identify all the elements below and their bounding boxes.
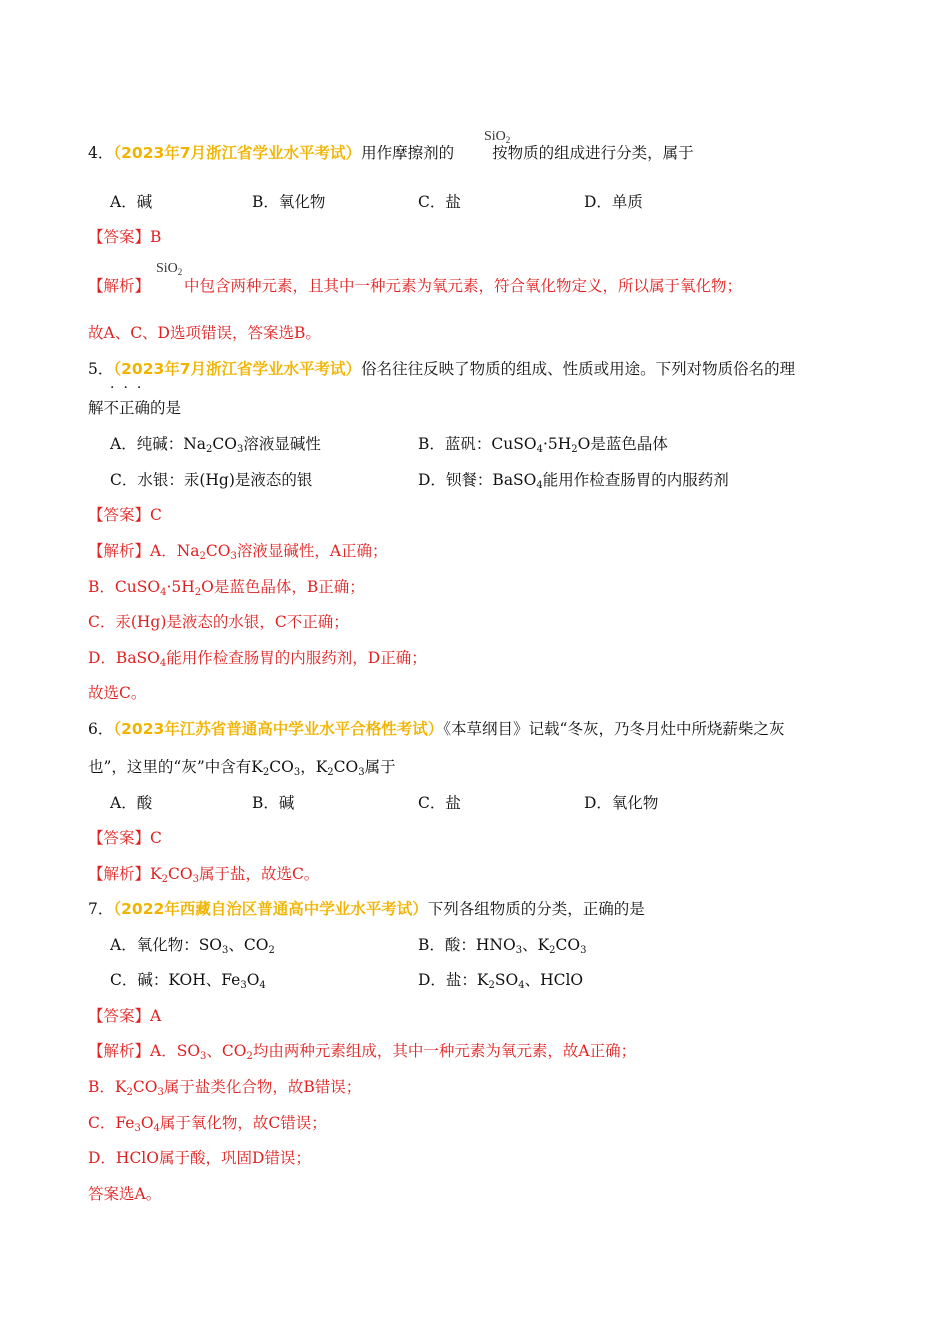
q4-analysis-floating-formula: SiO$_2$ <box>156 261 183 277</box>
q7-answer: 【答案】A <box>88 1007 162 1025</box>
q6-answer: 【答案】C <box>88 829 162 847</box>
q4-stem <box>88 143 694 163</box>
q5-answer: 【答案】C <box>88 506 162 524</box>
q4-analysis-line2: 故A、C、D选项错误，答案选B。 <box>88 324 321 342</box>
q7-option-c: C．碱：KOH、$Fe_3O_4$ <box>110 971 266 991</box>
q5-analysis-l1: 【解析】A．$Na_2CO_3$溶液显碱性，A正确； <box>88 542 388 562</box>
q7-text: 下列各组物质的分类，正确的是 <box>427 900 645 918</box>
q4-option-d: D．单质 <box>584 193 643 211</box>
q6-number: 6． <box>88 720 114 738</box>
q6-text-a: 《本草纲目》记载“冬灰，乃冬月灶中所烧薪柴之灰 <box>443 720 785 738</box>
q4-option-b: B．氧化物 <box>252 193 326 211</box>
q5-source: （2023年7月浙江省学业水平考试） <box>113 360 362 378</box>
q4-answer: 【答案】B <box>88 228 162 246</box>
q7-analysis-l3: C．$Fe_3O_4$属于氧化物，故C错误； <box>88 1114 327 1134</box>
q7-option-d: D．盐：$K_2SO_4$、HClO <box>418 971 584 991</box>
q4-option-c: C．盐 <box>418 193 461 211</box>
q6-option-b: B．碱 <box>252 794 295 812</box>
q6-stem <box>88 719 784 739</box>
q5-emphasis-dots: ··· <box>110 380 151 396</box>
q6-stem-line2: 也”，这里的“灰”中含有$K_2CO_3$，$K_2CO_3$属于 <box>88 758 396 778</box>
q7-source: （2022年西藏自治区普通高中学业水平考试） <box>113 900 428 918</box>
q7-stem <box>88 899 645 919</box>
q5-option-d: D．钡餐：BaSO$_4$能用作检查肠胃的内服药剂 <box>418 471 729 491</box>
q7-number: 7． <box>88 900 114 918</box>
q4-option-a: A．碱 <box>110 193 153 211</box>
q6-option-c: C．盐 <box>418 794 461 812</box>
q4-text-b: 按物质的组成进行分类，属于 <box>492 144 694 162</box>
q5-analysis-l5: 故选C。 <box>88 684 147 702</box>
q6-analysis: 【解析】$K_2CO_3$属于盐，故选C。 <box>88 865 320 885</box>
q5-stem <box>88 359 795 379</box>
q7-option-a: A．氧化物：$SO_3$、$CO_2$ <box>110 936 275 956</box>
q7-analysis-l2: B．$K_2CO_3$属于盐类化合物，故B错误； <box>88 1078 362 1098</box>
q5-text-a: 俗名往往反映了物质的组成、性质或用途。下列对物质俗名的理 <box>361 360 796 378</box>
q7-analysis-l5: 答案选A。 <box>88 1185 162 1203</box>
q4-analysis: 【解析】 中包含两种元素，且其中一种元素为氧元素，符合氧化物定义，所以属于氧化物； <box>88 277 743 295</box>
q6-source: （2023年江苏省普通高中学业水平合格性考试） <box>113 720 444 738</box>
q5-option-a: A．纯碱：$Na_2CO_3$溶液显碱性 <box>110 435 321 455</box>
q7-analysis-l1: 【解析】A．$SO_3$、$CO_2$均由两种元素组成，其中一种元素为氧元素，故A正确； <box>88 1042 637 1062</box>
q4-text-a: 用作摩擦剂的 <box>361 144 455 162</box>
q4-number: 4． <box>88 144 114 162</box>
q5-analysis-l2: B．$CuSO_4\cdot 5H_2O$是蓝色晶体，B正确； <box>88 578 365 598</box>
q5-text-b: 解不正确的是 <box>88 399 182 417</box>
q5-option-c: C．水银：汞(Hg)是液态的银 <box>110 471 313 489</box>
q5-analysis-l4: D．BaSO$_4$能用作检查肠胃的内服药剂，D正确； <box>88 649 427 669</box>
q7-analysis-l4: D．HClO属于酸，巩固D错误； <box>88 1149 311 1167</box>
q7-option-b: B．酸：$HNO_3$、$K_2CO_3$ <box>418 936 587 956</box>
q5-number: 5． <box>88 360 114 378</box>
q5-analysis-l3: C．汞(Hg)是液态的水银，C不正确； <box>88 613 349 631</box>
q4-floating-formula: SiO$_2$ <box>484 129 511 145</box>
q4-source: （2023年7月浙江省学业水平考试） <box>113 144 362 162</box>
q5-option-b: B．蓝矾：$CuSO_4\cdot 5H_2O$是蓝色晶体 <box>418 435 668 455</box>
q6-option-a: A．酸 <box>110 794 153 812</box>
q6-option-d: D．氧化物 <box>584 794 659 812</box>
